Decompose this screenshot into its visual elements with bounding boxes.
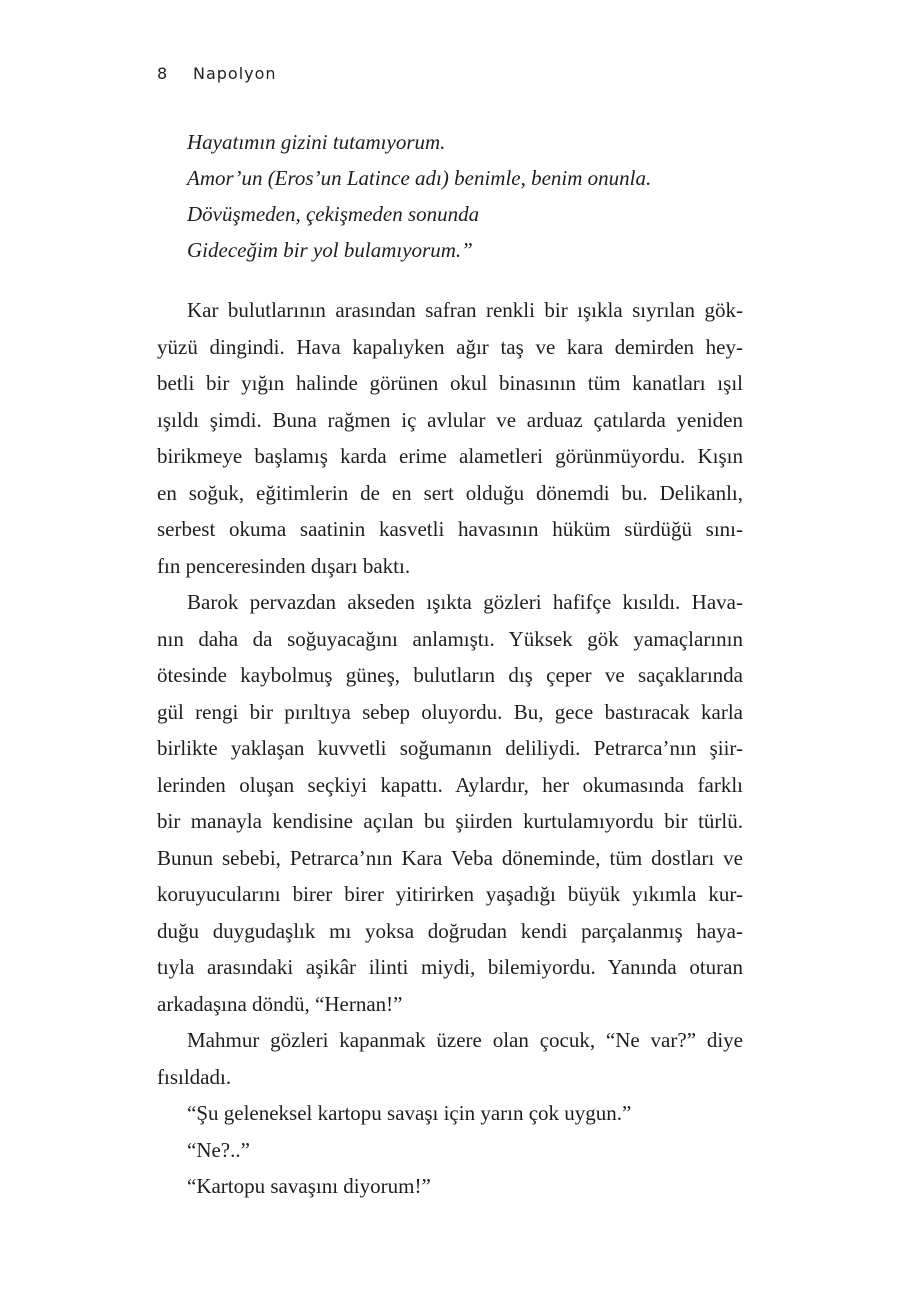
text-line: ışıldı şimdi. Buna rağmen iç avlular ve arduaz çatılarda yeniden <box>157 407 743 432</box>
dialogue-line: “Ne?..” <box>187 1137 250 1162</box>
text-line: nın daha da soğuyacağını anlamıştı. Yüksek gök yamaçlarının <box>157 626 743 651</box>
text-line: koruyucularını birer birer yitirirken yaşadığı büyük yıkımla kur- <box>157 882 743 906</box>
text-line: Mahmur gözleri kapanmak üzere olan çocuk, “Ne var?” diye <box>187 1028 743 1052</box>
dialogue-line: “Kartopu savaşını diyorum!” <box>187 1174 431 1198</box>
text-line: birikmeye başlamış karda erime alametleri görünmüyordu. Kışın <box>157 444 743 468</box>
body-text <box>157 292 743 1205</box>
text-line: fısıldadı. <box>157 1064 232 1089</box>
dialogue-line: “Şu geleneksel kartopu savaşı için yarın çok uygun.” <box>187 1101 632 1125</box>
text-line: Barok pervazdan akseden ışıkta gözleri hafifçe kısıldı. Hava- <box>187 590 743 614</box>
text-line: duğu duygudaşlık mı yoksa doğrudan kendi parçalanmış haya- <box>157 918 743 943</box>
text-line: bir manayla kendisine açılan bu şiirden kurtulamıyordu bir türlü. <box>157 809 743 833</box>
text-line: gül rengi bir pırıltıya sebep oluyordu. Bu, gece bastıracak karla <box>157 699 743 724</box>
text-line: Bunun sebebi, Petrarca’nın Kara Veba döneminde, tüm dostları ve <box>157 845 743 870</box>
verse-line: Dövüşmeden, çekişmeden sonunda <box>187 202 480 226</box>
text-line: arkadaşına döndü, “Hernan!” <box>157 991 403 1016</box>
text-line: betli bir yığın halinde görünen okul binasının tüm kanatları ışıl <box>157 371 743 395</box>
verse-line: Gideceğim bir yol bulamıyorum.” <box>187 238 473 262</box>
text-line: ötesinde kaybolmuş güneş, bulutların dış çeper ve saçaklarında <box>157 663 743 687</box>
text-line: tıyla arasındaki aşikâr ilinti miydi, bilemiyordu. Yanında oturan <box>157 955 743 979</box>
text-line: en soğuk, eğitimlerin de en sert olduğu dönemdi bu. Delikanlı, <box>157 480 743 505</box>
text-line: serbest okuma saatinin kasvetli havasının hüküm sürdüğü sını- <box>157 517 743 541</box>
text-line: fın penceresinden dışarı baktı. <box>157 553 411 578</box>
paragraph <box>157 584 743 1022</box>
running-header <box>157 64 277 83</box>
text-line: birlikte yaklaşan kuvvetli soğumanın deliliydi. Petrarca’nın şiir- <box>157 736 743 760</box>
verse-line: Amor’un (Eros’un Latince adı) benimle, benim onunla. <box>187 166 652 190</box>
page-number: 8 <box>157 64 169 83</box>
paragraph <box>157 292 743 584</box>
verse-block <box>187 124 651 268</box>
text-line: lerinden oluşan seçkiyi kapattı. Aylardır, her okumasında farklı <box>157 772 743 797</box>
verse-line: Hayatımın gizini tutamıyorum. <box>187 130 446 154</box>
text-line: yüzü dingindi. Hava kapalıyken ağır taş ve kara demirden hey- <box>157 334 743 359</box>
text-line: Kar bulutlarının arasından safran renkli bir ışıkla sıyrılan gök- <box>187 298 743 322</box>
paragraph <box>157 1022 743 1095</box>
running-title: Napolyon <box>193 64 277 83</box>
